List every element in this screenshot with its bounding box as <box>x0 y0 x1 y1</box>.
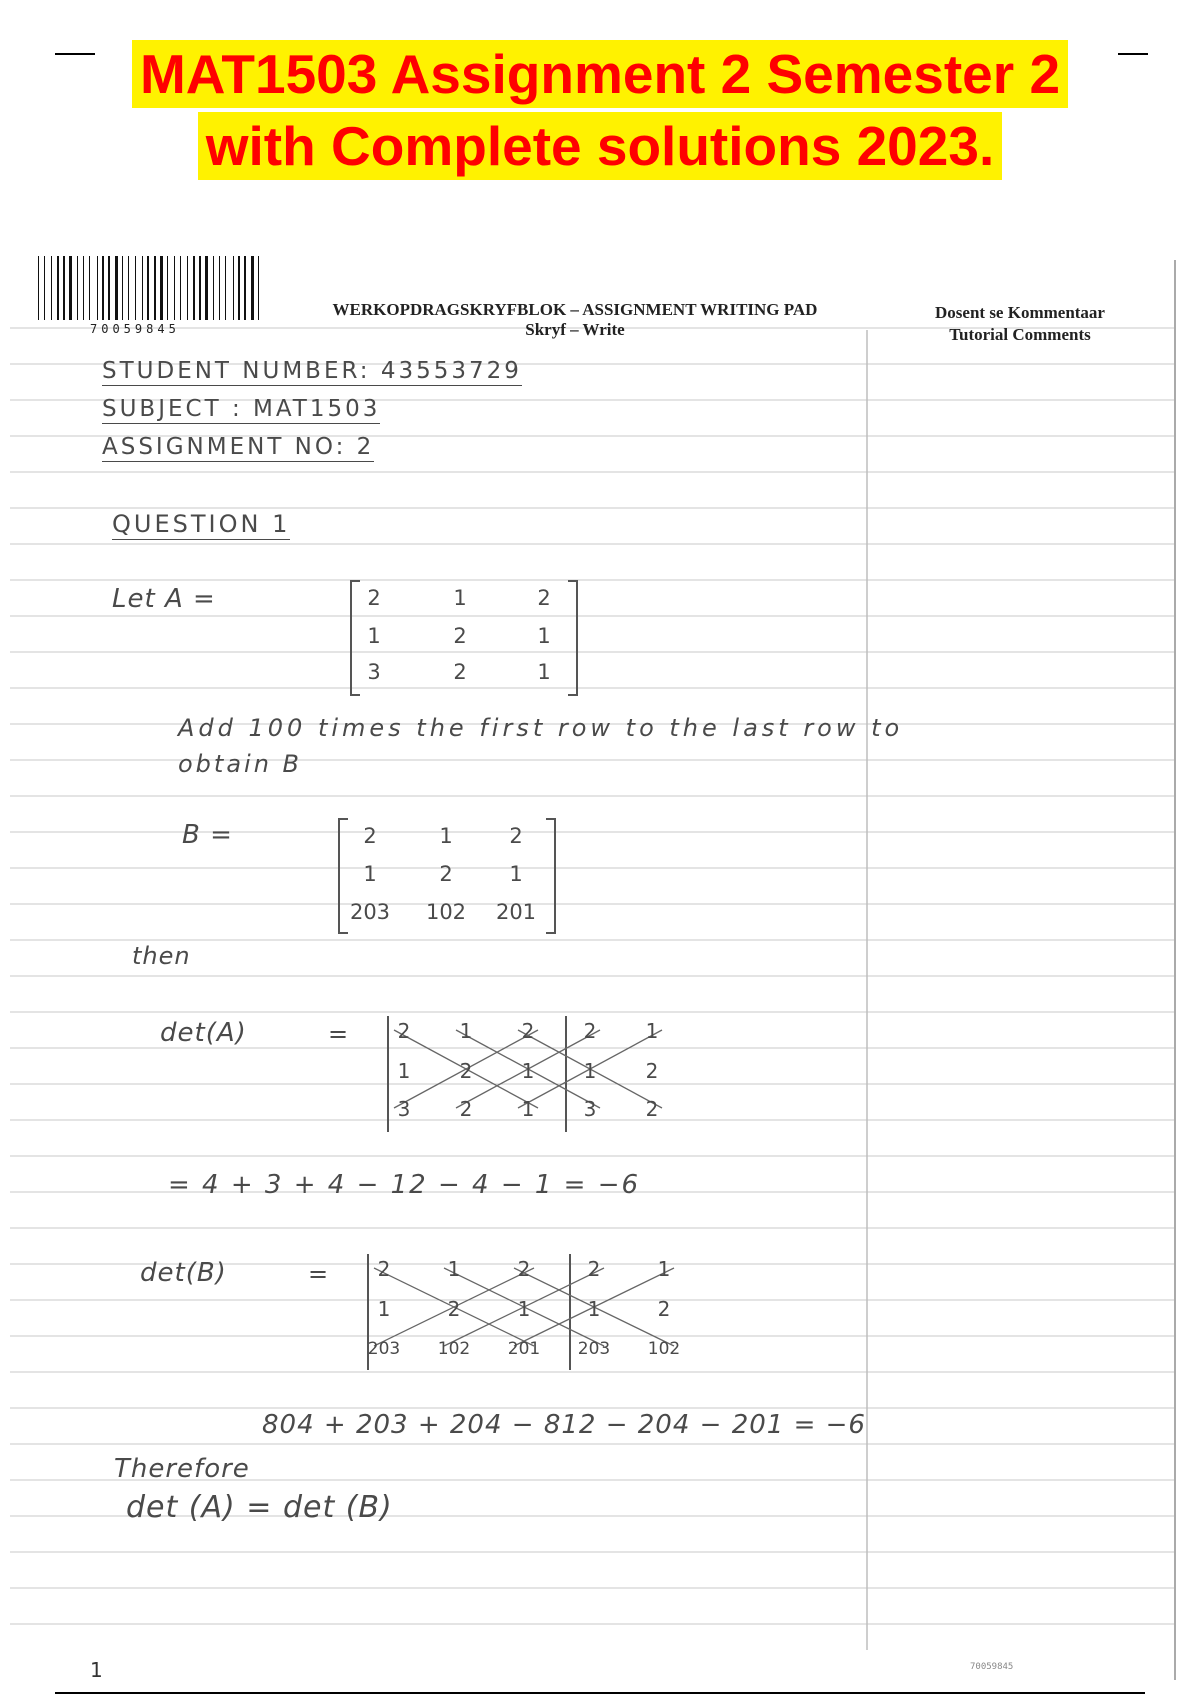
det-b-sarrus-diagram <box>360 1248 730 1378</box>
matrix-b <box>338 818 558 936</box>
det-b-entry: 2 <box>377 1257 391 1281</box>
det-b-entry: 102 <box>437 1339 471 1359</box>
det-b-entry: 201 <box>507 1339 541 1359</box>
det-b-equals: = <box>308 1260 330 1288</box>
matrix-a-cell: 2 <box>453 660 467 684</box>
det-a-entry: 2 <box>645 1059 659 1083</box>
det-a-entry: 2 <box>397 1019 411 1043</box>
writing-pad-sheet <box>10 240 1188 1680</box>
then-label: then <box>132 942 191 970</box>
matrix-b-cell: 1 <box>509 862 523 886</box>
banner-title-line2: with Complete solutions 2023. <box>198 112 1002 180</box>
matrix-b-cell: 2 <box>509 824 523 848</box>
det-a-entry: 1 <box>397 1059 411 1083</box>
det-a-entry: 1 <box>521 1059 535 1083</box>
pad-title-sub: Skryf – Write <box>525 320 625 339</box>
matrix-b-cell: 203 <box>349 900 391 924</box>
assignment-number: ASSIGNMENT NO: 2 <box>102 434 375 460</box>
matrix-a-cell: 3 <box>367 660 381 684</box>
matrix-a-cell: 2 <box>367 586 381 610</box>
banner-title-line1: MAT1503 Assignment 2 Semester 2 <box>132 40 1068 108</box>
page-number: 1 <box>90 1658 103 1682</box>
matrix-a-cell: 2 <box>453 624 467 648</box>
det-a-label: det(A) <box>160 1018 247 1048</box>
matrix-a-cell: 1 <box>367 624 381 648</box>
instruction-line1: Add 100 times the first row to the last row to <box>178 714 904 742</box>
matrix-a-cell: 1 <box>537 624 551 648</box>
det-b-entry: 1 <box>517 1297 531 1321</box>
det-a-expansion: = 4 + 3 + 4 − 12 − 4 − 1 = −6 <box>168 1170 641 1200</box>
det-b-entry: 1 <box>447 1257 461 1281</box>
det-b-entry: 1 <box>587 1297 601 1321</box>
det-a-entry: 2 <box>521 1019 535 1043</box>
det-a-entry: 3 <box>583 1097 597 1121</box>
student-number: STUDENT NUMBER: 43553729 <box>102 358 522 384</box>
matrix-b-cell: 2 <box>363 824 377 848</box>
det-a-sarrus-diagram <box>380 1010 700 1140</box>
matrix-b-cell: 1 <box>363 862 377 886</box>
matrix-a <box>350 580 580 698</box>
det-a-entry: 1 <box>459 1019 473 1043</box>
footer-code: 70059845 <box>970 1662 1014 1672</box>
comments-label-en: Tutorial Comments <box>949 325 1091 344</box>
b-label: B = <box>182 820 233 850</box>
barcode-number: 70059845 <box>90 322 180 336</box>
matrix-b-cell: 201 <box>495 900 537 924</box>
det-a-entry: 2 <box>459 1097 473 1121</box>
matrix-b-cell: 102 <box>425 900 467 924</box>
det-a-entry: 1 <box>521 1097 535 1121</box>
det-a-entry: 3 <box>397 1097 411 1121</box>
instruction-line2: obtain B <box>178 750 303 778</box>
question-heading: QUESTION 1 <box>112 510 291 538</box>
det-b-entry: 2 <box>657 1297 671 1321</box>
det-a-equals: = <box>328 1020 350 1048</box>
det-b-entry: 102 <box>647 1339 681 1359</box>
matrix-b-cell: 2 <box>439 862 453 886</box>
let-a-label: Let A = <box>112 584 216 614</box>
barcode-icon <box>38 256 266 320</box>
pad-title-main: WERKOPDRAGSKRYFBLOK – ASSIGNMENT WRITING PAD <box>332 300 818 319</box>
document-banner <box>0 40 1200 180</box>
matrix-b-cell: 1 <box>439 824 453 848</box>
det-b-entry: 2 <box>517 1257 531 1281</box>
matrix-b-right-bracket <box>546 818 556 934</box>
bottom-rule <box>55 1692 1145 1694</box>
matrix-a-cell: 1 <box>453 586 467 610</box>
pad-title <box>295 300 855 340</box>
det-b-expansion: 804 + 203 + 204 − 812 − 204 − 201 = −6 <box>262 1410 866 1440</box>
matrix-a-cell: 2 <box>537 586 551 610</box>
det-b-entry: 2 <box>447 1297 461 1321</box>
det-a-entry: 2 <box>583 1019 597 1043</box>
det-a-entry: 2 <box>645 1097 659 1121</box>
det-b-entry: 1 <box>377 1297 391 1321</box>
conclusion: det (A) = det (B) <box>126 1490 393 1525</box>
matrix-a-cell: 1 <box>537 660 551 684</box>
tutorial-comments-header <box>890 302 1150 346</box>
det-a-entry: 1 <box>583 1059 597 1083</box>
comments-label-af: Dosent se Kommentaar <box>935 303 1105 322</box>
therefore-label: Therefore <box>114 1454 250 1484</box>
subject-line: SUBJECT : MAT1503 <box>102 396 381 422</box>
det-b-entry: 1 <box>657 1257 671 1281</box>
det-b-entry: 2 <box>587 1257 601 1281</box>
det-b-label: det(B) <box>140 1258 227 1288</box>
det-a-entry: 1 <box>645 1019 659 1043</box>
det-a-entry: 2 <box>459 1059 473 1083</box>
det-b-entry: 203 <box>367 1339 401 1359</box>
det-b-entry: 203 <box>577 1339 611 1359</box>
